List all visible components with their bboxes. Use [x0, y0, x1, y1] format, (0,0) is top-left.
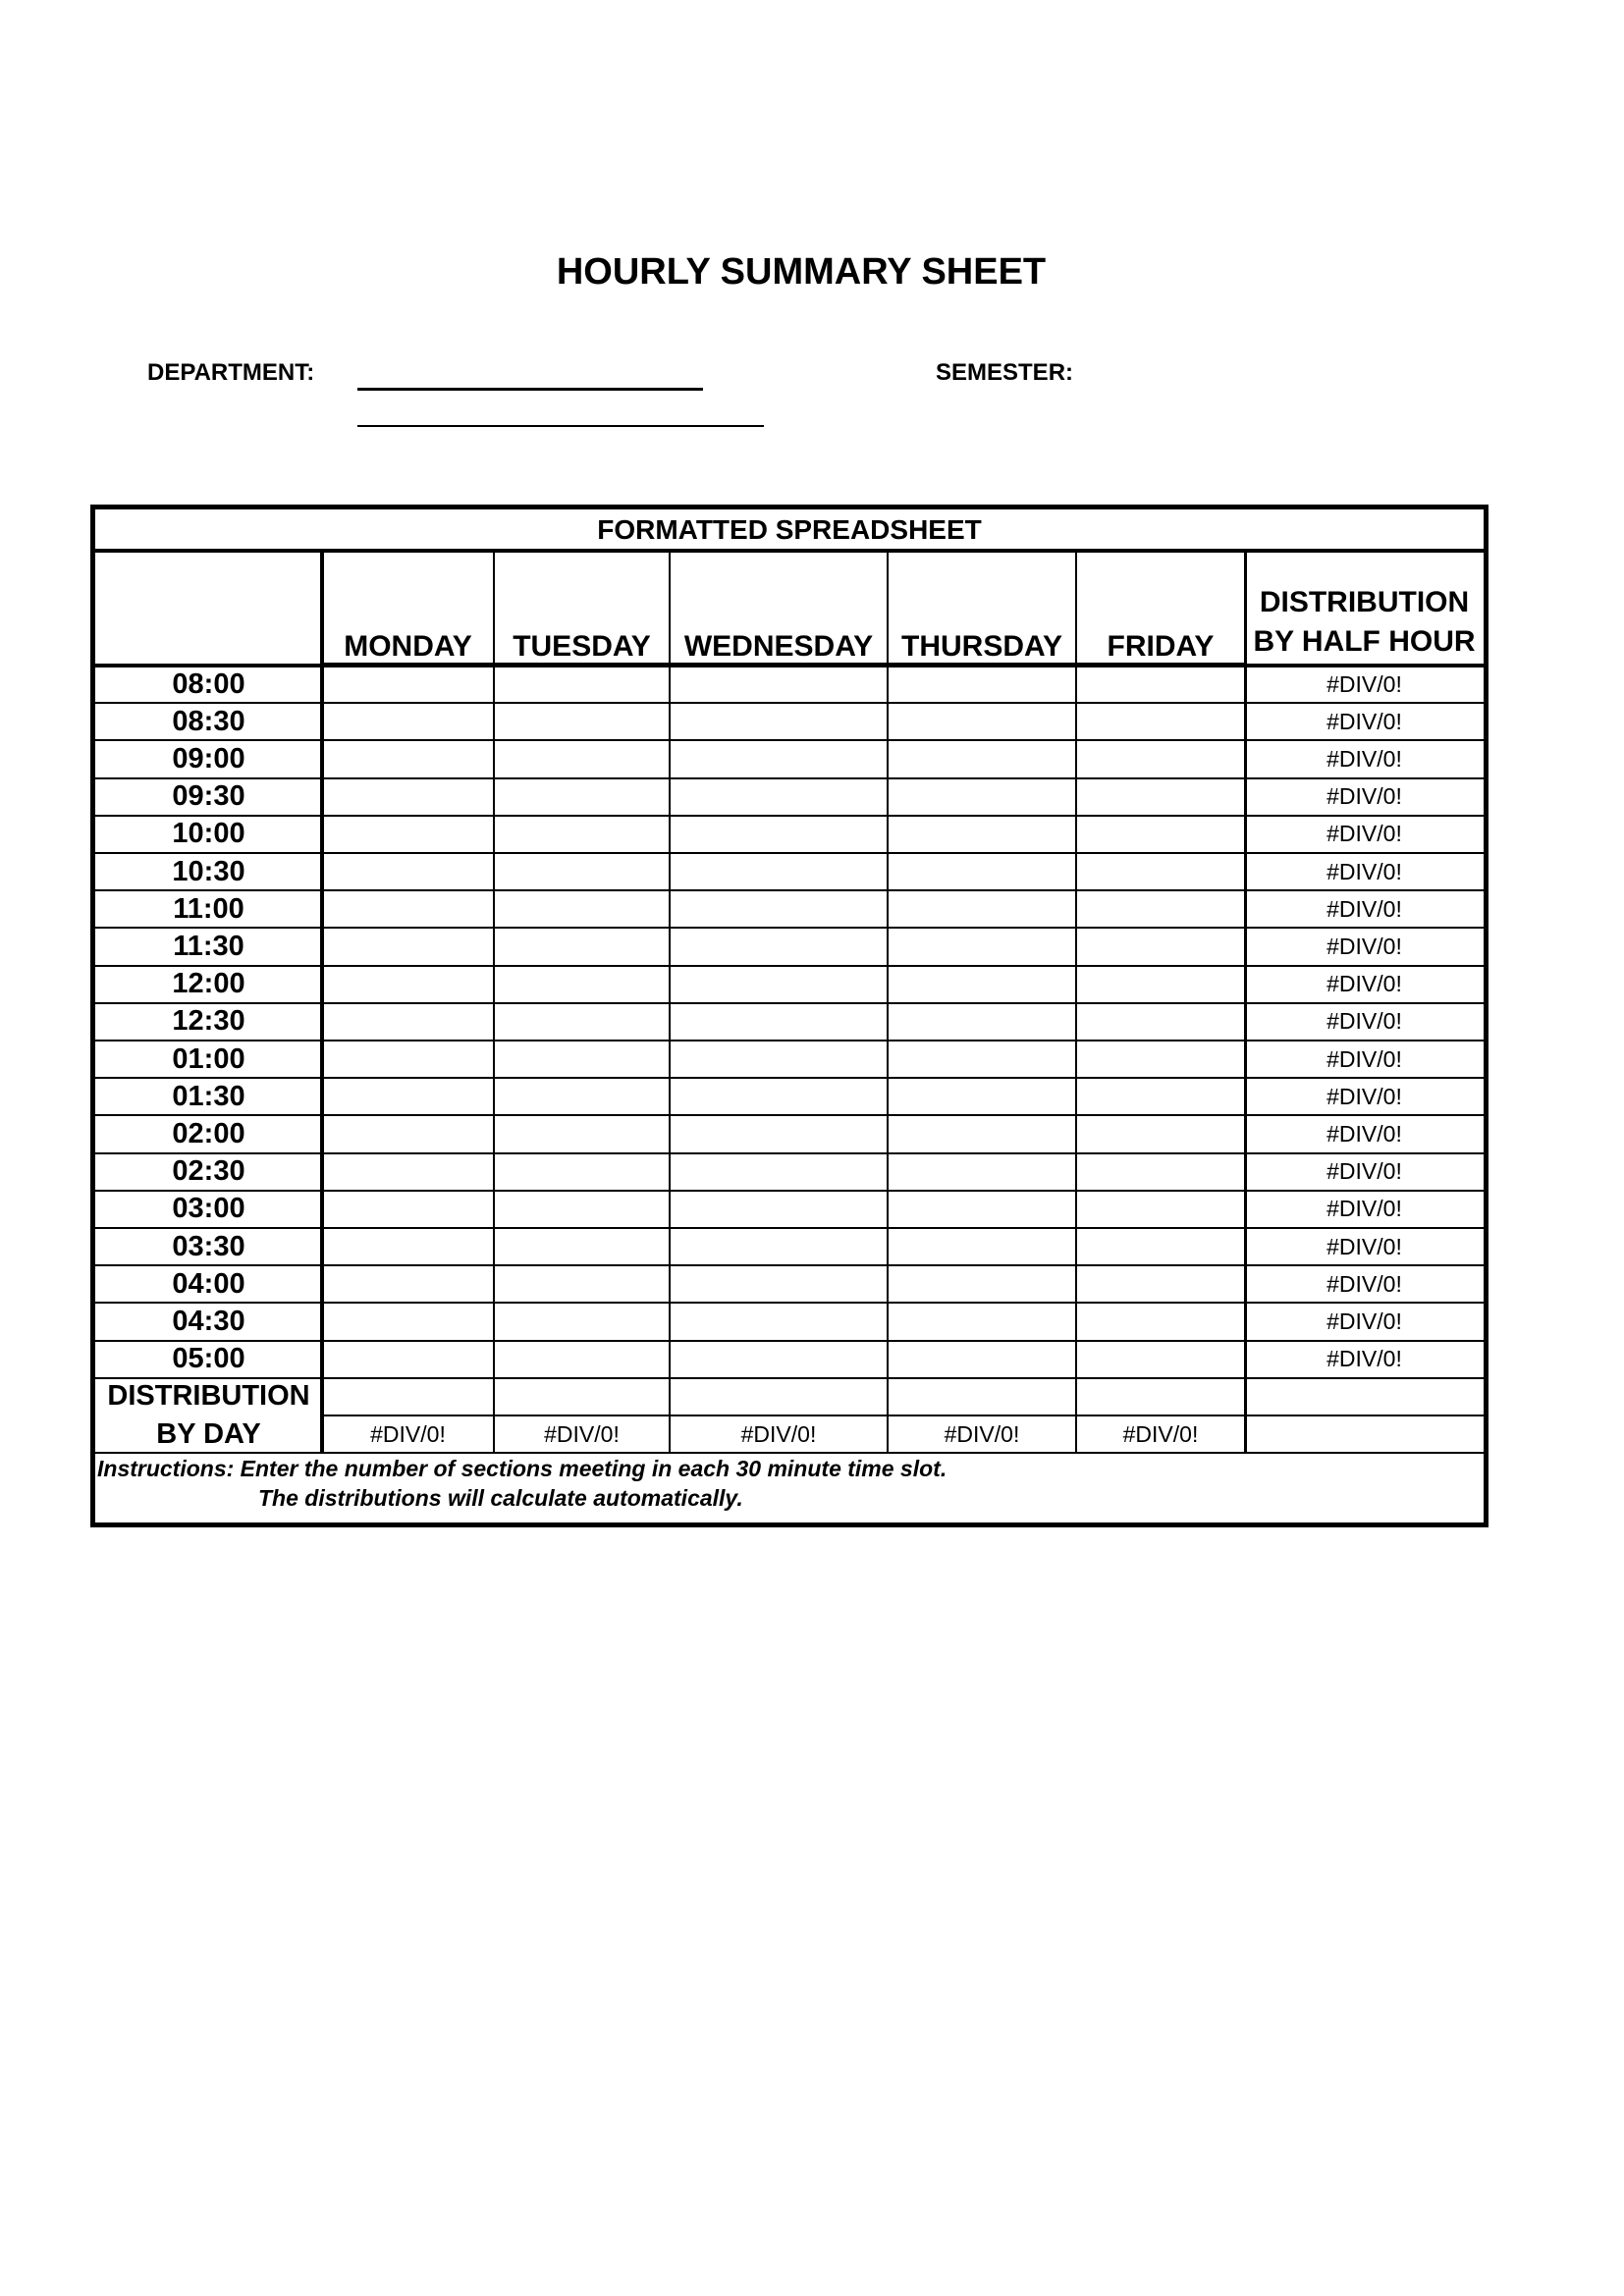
entry-cell[interactable]	[890, 1005, 1074, 1039]
entry-cell[interactable]	[890, 892, 1074, 926]
entry-cell[interactable]	[890, 1117, 1074, 1150]
entry-cell	[1078, 1380, 1243, 1414]
entry-cell[interactable]	[890, 855, 1074, 888]
distribution-by-day-label-line1: DISTRIBUTION	[107, 1380, 310, 1413]
entry-cell[interactable]	[672, 1343, 886, 1376]
entry-cell[interactable]	[324, 1343, 492, 1376]
half-hour-distribution-value: #DIV/0!	[1326, 1008, 1402, 1035]
entry-cell[interactable]	[324, 1193, 492, 1226]
time-slot-label: 11:30	[173, 930, 244, 962]
entry-cell[interactable]	[324, 968, 492, 1001]
column-divider	[320, 551, 324, 1453]
entry-cell[interactable]	[496, 1230, 668, 1263]
entry-cell[interactable]	[890, 1305, 1074, 1338]
entry-cell[interactable]	[496, 1155, 668, 1189]
half-hour-distribution-value: #DIV/0!	[1326, 1120, 1402, 1147]
entry-cell[interactable]	[672, 1042, 886, 1076]
entry-cell[interactable]	[890, 930, 1074, 963]
entry-cell[interactable]	[1078, 1080, 1243, 1113]
entry-cell[interactable]	[672, 1155, 886, 1189]
half-hour-distribution-value: #DIV/0!	[1326, 971, 1402, 997]
page-title: HOURLY SUMMARY SHEET	[556, 251, 1047, 293]
entry-cell[interactable]	[1078, 892, 1243, 926]
entry-cell[interactable]	[324, 1305, 492, 1338]
semester-label: SEMESTER:	[936, 359, 1074, 386]
half-hour-distribution-value: #DIV/0!	[1326, 745, 1402, 772]
entry-cell[interactable]	[324, 1117, 492, 1150]
half-hour-distribution-value: #DIV/0!	[1326, 821, 1402, 847]
entry-cell	[890, 1380, 1074, 1414]
entry-cell[interactable]	[672, 1005, 886, 1039]
entry-cell[interactable]	[1078, 780, 1243, 814]
entry-cell[interactable]	[324, 1230, 492, 1263]
half-hour-distribution-value: #DIV/0!	[1326, 670, 1402, 697]
entry-cell[interactable]	[672, 1117, 886, 1150]
time-slot-label: 03:30	[172, 1230, 245, 1262]
entry-cell[interactable]	[496, 1117, 668, 1150]
time-slot-label: 02:30	[172, 1155, 245, 1188]
entry-cell[interactable]	[324, 780, 492, 814]
time-slot-label: 09:30	[172, 780, 245, 813]
day-header-tuesday: TUESDAY	[513, 630, 651, 663]
day-header-wednesday: WEDNESDAY	[683, 630, 874, 663]
entry-cell[interactable]	[890, 818, 1074, 851]
day-distribution-value: #DIV/0!	[1122, 1420, 1199, 1447]
distribution-header-line-1: DISTRIBUTION	[1259, 586, 1470, 618]
half-hour-distribution-value: #DIV/0!	[1326, 1083, 1402, 1109]
half-hour-distribution-value: #DIV/0!	[1326, 1158, 1402, 1185]
day-header-monday: MONDAY	[344, 630, 472, 663]
entry-cell[interactable]	[890, 1042, 1074, 1076]
entry-cell[interactable]	[672, 892, 886, 926]
distribution-by-day-label-line2: BY DAY	[156, 1417, 261, 1450]
entry-cell[interactable]	[324, 1267, 492, 1301]
entry-cell[interactable]	[1078, 818, 1243, 851]
entry-cell[interactable]	[890, 1230, 1074, 1263]
entry-cell[interactable]	[496, 968, 668, 1001]
time-slot-label: 12:00	[172, 968, 245, 1000]
entry-cell[interactable]	[1078, 667, 1243, 701]
entry-cell[interactable]	[890, 667, 1074, 701]
time-slot-label: 10:30	[172, 855, 245, 887]
entry-cell[interactable]	[324, 855, 492, 888]
distribution-by-half-hour-header	[1245, 551, 1484, 666]
day-distribution-value: #DIV/0!	[944, 1420, 1020, 1447]
entry-cell[interactable]	[890, 1193, 1074, 1226]
summary-table	[90, 505, 1489, 1527]
time-slot-label: 04:00	[172, 1267, 245, 1300]
entry-cell[interactable]	[324, 742, 492, 775]
entry-cell[interactable]	[890, 742, 1074, 775]
entry-cell[interactable]	[1078, 705, 1243, 738]
day-distribution-value: #DIV/0!	[370, 1420, 446, 1447]
entry-cell[interactable]	[890, 705, 1074, 738]
department-label: DEPARTMENT:	[147, 359, 315, 386]
sheet-title: FORMATTED SPREADSHEET	[597, 514, 982, 545]
header-box-bottom	[322, 663, 1245, 667]
day-distribution-value: #DIV/0!	[544, 1420, 620, 1447]
time-slot-label: 08:30	[172, 705, 245, 737]
row-divider	[322, 1415, 1484, 1416]
entry-cell[interactable]	[496, 667, 668, 701]
time-slot-label: 09:00	[172, 742, 245, 774]
entry-cell[interactable]	[672, 855, 886, 888]
entry-cell[interactable]	[496, 1305, 668, 1338]
entry-cell[interactable]	[890, 1080, 1074, 1113]
entry-cell[interactable]	[496, 1005, 668, 1039]
entry-cell	[496, 1380, 668, 1414]
instructions-line2: The distributions will calculate automatically.	[258, 1485, 743, 1512]
column-divider	[669, 551, 671, 1453]
entry-cell[interactable]	[1078, 1005, 1243, 1039]
column-divider	[1244, 551, 1247, 1453]
half-hour-distribution-value: #DIV/0!	[1326, 1308, 1402, 1334]
time-slot-label: 04:30	[172, 1305, 245, 1337]
entry-cell[interactable]	[1078, 1305, 1243, 1338]
entry-cell	[324, 1380, 492, 1414]
half-hour-distribution-value: #DIV/0!	[1326, 1270, 1402, 1297]
half-hour-distribution-value: #DIV/0!	[1326, 1045, 1402, 1072]
entry-cell[interactable]	[324, 930, 492, 963]
entry-cell[interactable]	[324, 705, 492, 738]
entry-cell	[672, 1380, 886, 1414]
entry-cell[interactable]	[672, 1193, 886, 1226]
entry-cell[interactable]	[324, 1155, 492, 1189]
half-hour-distribution-value: #DIV/0!	[1326, 783, 1402, 810]
entry-cell[interactable]	[1078, 1117, 1243, 1150]
entry-cell[interactable]	[672, 780, 886, 814]
entry-cell[interactable]	[1078, 930, 1243, 963]
entry-cell[interactable]	[672, 968, 886, 1001]
entry-cell[interactable]	[672, 1080, 886, 1113]
day-header-thursday: THURSDAY	[901, 630, 1062, 663]
entry-cell[interactable]	[496, 1042, 668, 1076]
entry-cell[interactable]	[324, 667, 492, 701]
time-slot-label: 05:00	[172, 1343, 245, 1375]
entry-cell[interactable]	[1078, 1230, 1243, 1263]
column-divider	[887, 551, 889, 1453]
entry-cell[interactable]	[324, 1080, 492, 1113]
row-divider	[95, 1452, 1484, 1454]
entry-cell[interactable]	[672, 705, 886, 738]
entry-cell[interactable]	[890, 968, 1074, 1001]
entry-cell[interactable]	[496, 930, 668, 963]
entry-cell[interactable]	[324, 892, 492, 926]
half-hour-distribution-value: #DIV/0!	[1326, 708, 1402, 734]
entry-cell[interactable]	[672, 742, 886, 775]
column-divider	[493, 551, 495, 1453]
entry-cell[interactable]	[672, 1305, 886, 1338]
entry-cell[interactable]	[324, 818, 492, 851]
column-divider	[1075, 551, 1077, 1453]
entry-cell[interactable]	[496, 1343, 668, 1376]
entry-cell[interactable]	[890, 780, 1074, 814]
time-slot-label: 01:30	[172, 1080, 245, 1112]
distribution-header-line-2: BY HALF HOUR	[1253, 625, 1476, 658]
entry-cell[interactable]	[672, 930, 886, 963]
entry-cell[interactable]	[1078, 1343, 1243, 1376]
entry-cell[interactable]	[890, 1343, 1074, 1376]
entry-cell[interactable]	[496, 1193, 668, 1226]
entry-cell[interactable]	[496, 780, 668, 814]
time-slot-label: 10:00	[172, 818, 245, 850]
instructions-line1: Instructions: Enter the number of sections meeting in each 30 minute time slot.	[97, 1456, 947, 1482]
entry-cell[interactable]	[496, 1080, 668, 1113]
entry-cell[interactable]	[672, 1267, 886, 1301]
half-hour-distribution-value: #DIV/0!	[1326, 858, 1402, 884]
entry-cell[interactable]	[1078, 1193, 1243, 1226]
entry-cell[interactable]	[890, 1267, 1074, 1301]
half-hour-distribution-value: #DIV/0!	[1326, 933, 1402, 959]
time-slot-label: 08:00	[172, 667, 245, 700]
entry-cell[interactable]	[672, 1230, 886, 1263]
half-hour-distribution-value: #DIV/0!	[1326, 895, 1402, 922]
entry-cell[interactable]	[496, 855, 668, 888]
department-field-line	[357, 388, 703, 391]
entry-cell[interactable]	[496, 1267, 668, 1301]
time-slot-label: 02:00	[172, 1117, 245, 1149]
entry-cell[interactable]	[1078, 1042, 1243, 1076]
day-distribution-value: #DIV/0!	[740, 1420, 817, 1447]
entry-cell[interactable]	[1078, 968, 1243, 1001]
entry-cell[interactable]	[890, 1155, 1074, 1189]
day-header-friday: FRIDAY	[1107, 630, 1215, 663]
time-slot-label: 01:00	[172, 1042, 245, 1075]
entry-cell[interactable]	[1078, 1155, 1243, 1189]
entry-cell[interactable]	[496, 892, 668, 926]
entry-cell[interactable]	[324, 1005, 492, 1039]
entry-cell[interactable]	[496, 818, 668, 851]
department-field-line-2	[357, 425, 764, 427]
half-hour-distribution-value: #DIV/0!	[1326, 1196, 1402, 1222]
entry-cell[interactable]	[496, 705, 668, 738]
entry-cell[interactable]	[672, 667, 886, 701]
entry-cell[interactable]	[672, 818, 886, 851]
entry-cell[interactable]	[1078, 855, 1243, 888]
entry-cell[interactable]	[324, 1042, 492, 1076]
half-hour-distribution-value: #DIV/0!	[1326, 1346, 1402, 1372]
time-slot-label: 11:00	[173, 892, 244, 925]
half-hour-distribution-value: #DIV/0!	[1326, 1233, 1402, 1259]
entry-cell[interactable]	[496, 742, 668, 775]
entry-cell[interactable]	[1078, 742, 1243, 775]
time-slot-label: 03:00	[172, 1193, 245, 1225]
entry-cell[interactable]	[1078, 1267, 1243, 1301]
time-slot-label: 12:30	[172, 1005, 245, 1038]
